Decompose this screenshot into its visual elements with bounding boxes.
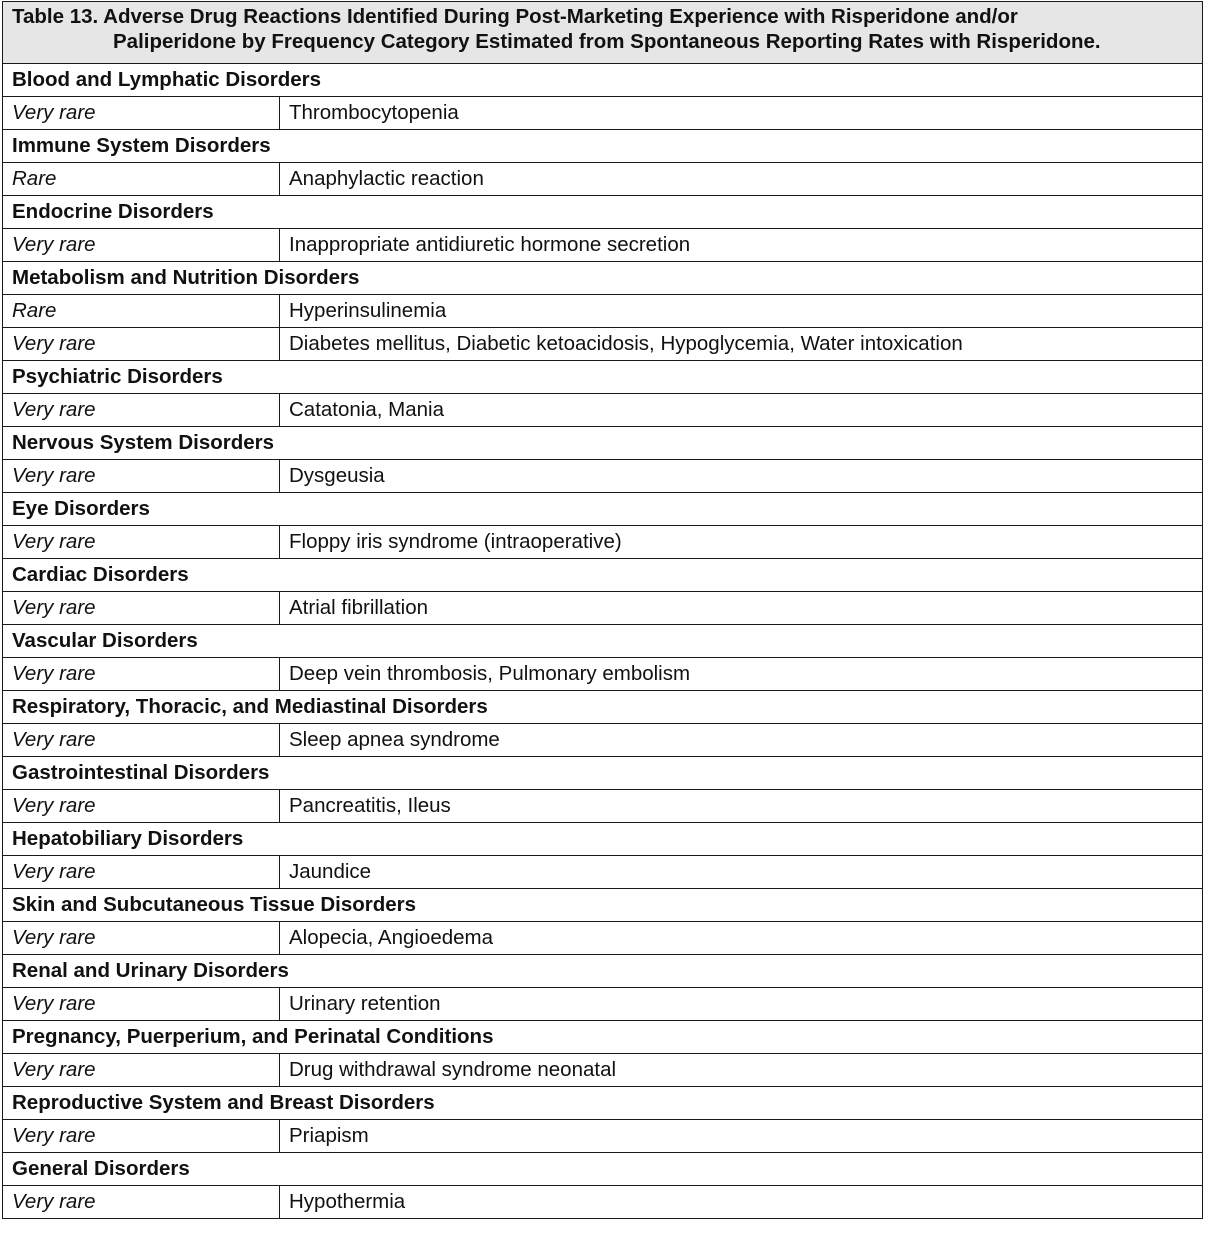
section-header: Nervous System Disorders bbox=[3, 427, 1203, 460]
section-header-row bbox=[3, 493, 1203, 526]
section-header-row bbox=[3, 1021, 1203, 1054]
reaction-cell: Sleep apnea syndrome bbox=[280, 724, 1203, 757]
table-row bbox=[3, 229, 1203, 262]
section-header-row bbox=[3, 1087, 1203, 1120]
table-row bbox=[3, 790, 1203, 823]
frequency-cell: Very rare bbox=[3, 658, 280, 691]
section-header-row bbox=[3, 64, 1203, 97]
reaction-cell: Dysgeusia bbox=[280, 460, 1203, 493]
section-header: Eye Disorders bbox=[3, 493, 1203, 526]
table-row bbox=[3, 658, 1203, 691]
table-row bbox=[3, 526, 1203, 559]
section-header-row bbox=[3, 889, 1203, 922]
section-header-row bbox=[3, 559, 1203, 592]
section-header-row bbox=[3, 625, 1203, 658]
frequency-cell: Very rare bbox=[3, 229, 280, 262]
section-header-row bbox=[3, 196, 1203, 229]
section-header: Renal and Urinary Disorders bbox=[3, 955, 1203, 988]
section-header-row bbox=[3, 691, 1203, 724]
section-header-row bbox=[3, 823, 1203, 856]
section-header: Reproductive System and Breast Disorders bbox=[3, 1087, 1203, 1120]
reaction-cell: Hypothermia bbox=[280, 1186, 1203, 1219]
section-header: Skin and Subcutaneous Tissue Disorders bbox=[3, 889, 1203, 922]
frequency-cell: Rare bbox=[3, 163, 280, 196]
reaction-cell: Atrial fibrillation bbox=[280, 592, 1203, 625]
table-caption-line-2: Paliperidone by Frequency Category Estimated from Spontaneous Reporting Rates with Risperidone. bbox=[113, 30, 1101, 53]
table-row bbox=[3, 394, 1203, 427]
section-header: Vascular Disorders bbox=[3, 625, 1203, 658]
section-header: Blood and Lymphatic Disorders bbox=[3, 64, 1203, 97]
section-header-row bbox=[3, 130, 1203, 163]
section-header: Psychiatric Disorders bbox=[3, 361, 1203, 394]
section-header: Hepatobiliary Disorders bbox=[3, 823, 1203, 856]
table-row bbox=[3, 1186, 1203, 1219]
section-header-row bbox=[3, 955, 1203, 988]
reaction-cell: Drug withdrawal syndrome neonatal bbox=[280, 1054, 1203, 1087]
table-row bbox=[3, 988, 1203, 1021]
section-header-row bbox=[3, 361, 1203, 394]
frequency-cell: Very rare bbox=[3, 1120, 280, 1153]
table-caption bbox=[3, 2, 1203, 64]
frequency-cell: Very rare bbox=[3, 724, 280, 757]
frequency-cell: Very rare bbox=[3, 988, 280, 1021]
reaction-cell: Priapism bbox=[280, 1120, 1203, 1153]
reaction-cell: Deep vein thrombosis, Pulmonary embolism bbox=[280, 658, 1203, 691]
table-row bbox=[3, 1054, 1203, 1087]
reaction-cell: Urinary retention bbox=[280, 988, 1203, 1021]
frequency-cell: Very rare bbox=[3, 97, 280, 130]
adverse-reactions-table bbox=[2, 1, 1203, 1219]
section-header: Gastrointestinal Disorders bbox=[3, 757, 1203, 790]
table-row bbox=[3, 592, 1203, 625]
frequency-cell: Very rare bbox=[3, 1054, 280, 1087]
reaction-cell: Inappropriate antidiuretic hormone secretion bbox=[280, 229, 1203, 262]
adverse-reactions-table-container bbox=[2, 1, 1203, 1219]
table-row bbox=[3, 295, 1203, 328]
table-row bbox=[3, 724, 1203, 757]
section-header-row bbox=[3, 262, 1203, 295]
reaction-cell: Alopecia, Angioedema bbox=[280, 922, 1203, 955]
frequency-cell: Very rare bbox=[3, 394, 280, 427]
table-row bbox=[3, 1120, 1203, 1153]
section-header: Endocrine Disorders bbox=[3, 196, 1203, 229]
reaction-cell: Jaundice bbox=[280, 856, 1203, 889]
section-header-row bbox=[3, 1153, 1203, 1186]
reaction-cell: Thrombocytopenia bbox=[280, 97, 1203, 130]
table-row bbox=[3, 328, 1203, 361]
reaction-cell: Hyperinsulinemia bbox=[280, 295, 1203, 328]
section-header: General Disorders bbox=[3, 1153, 1203, 1186]
section-header-row bbox=[3, 427, 1203, 460]
table-row bbox=[3, 97, 1203, 130]
reaction-cell: Catatonia, Mania bbox=[280, 394, 1203, 427]
section-header: Pregnancy, Puerperium, and Perinatal Conditions bbox=[3, 1021, 1203, 1054]
table-row bbox=[3, 856, 1203, 889]
table-row bbox=[3, 163, 1203, 196]
section-header: Immune System Disorders bbox=[3, 130, 1203, 163]
frequency-cell: Very rare bbox=[3, 460, 280, 493]
reaction-cell: Floppy iris syndrome (intraoperative) bbox=[280, 526, 1203, 559]
table-caption-line-1: Table 13. Adverse Drug Reactions Identified During Post-Marketing Experience with Risperidone and/or bbox=[12, 5, 1018, 28]
frequency-cell: Very rare bbox=[3, 526, 280, 559]
reaction-cell: Pancreatitis, Ileus bbox=[280, 790, 1203, 823]
frequency-cell: Very rare bbox=[3, 922, 280, 955]
frequency-cell: Very rare bbox=[3, 328, 280, 361]
table-row bbox=[3, 922, 1203, 955]
frequency-cell: Rare bbox=[3, 295, 280, 328]
reaction-cell: Diabetes mellitus, Diabetic ketoacidosis, Hypoglycemia, Water intoxication bbox=[280, 328, 1203, 361]
frequency-cell: Very rare bbox=[3, 592, 280, 625]
frequency-cell: Very rare bbox=[3, 1186, 280, 1219]
frequency-cell: Very rare bbox=[3, 790, 280, 823]
table-row bbox=[3, 460, 1203, 493]
section-header: Cardiac Disorders bbox=[3, 559, 1203, 592]
reaction-cell: Anaphylactic reaction bbox=[280, 163, 1203, 196]
section-header: Metabolism and Nutrition Disorders bbox=[3, 262, 1203, 295]
section-header-row bbox=[3, 757, 1203, 790]
table-caption-row bbox=[3, 2, 1203, 64]
frequency-cell: Very rare bbox=[3, 856, 280, 889]
section-header: Respiratory, Thoracic, and Mediastinal Disorders bbox=[3, 691, 1203, 724]
